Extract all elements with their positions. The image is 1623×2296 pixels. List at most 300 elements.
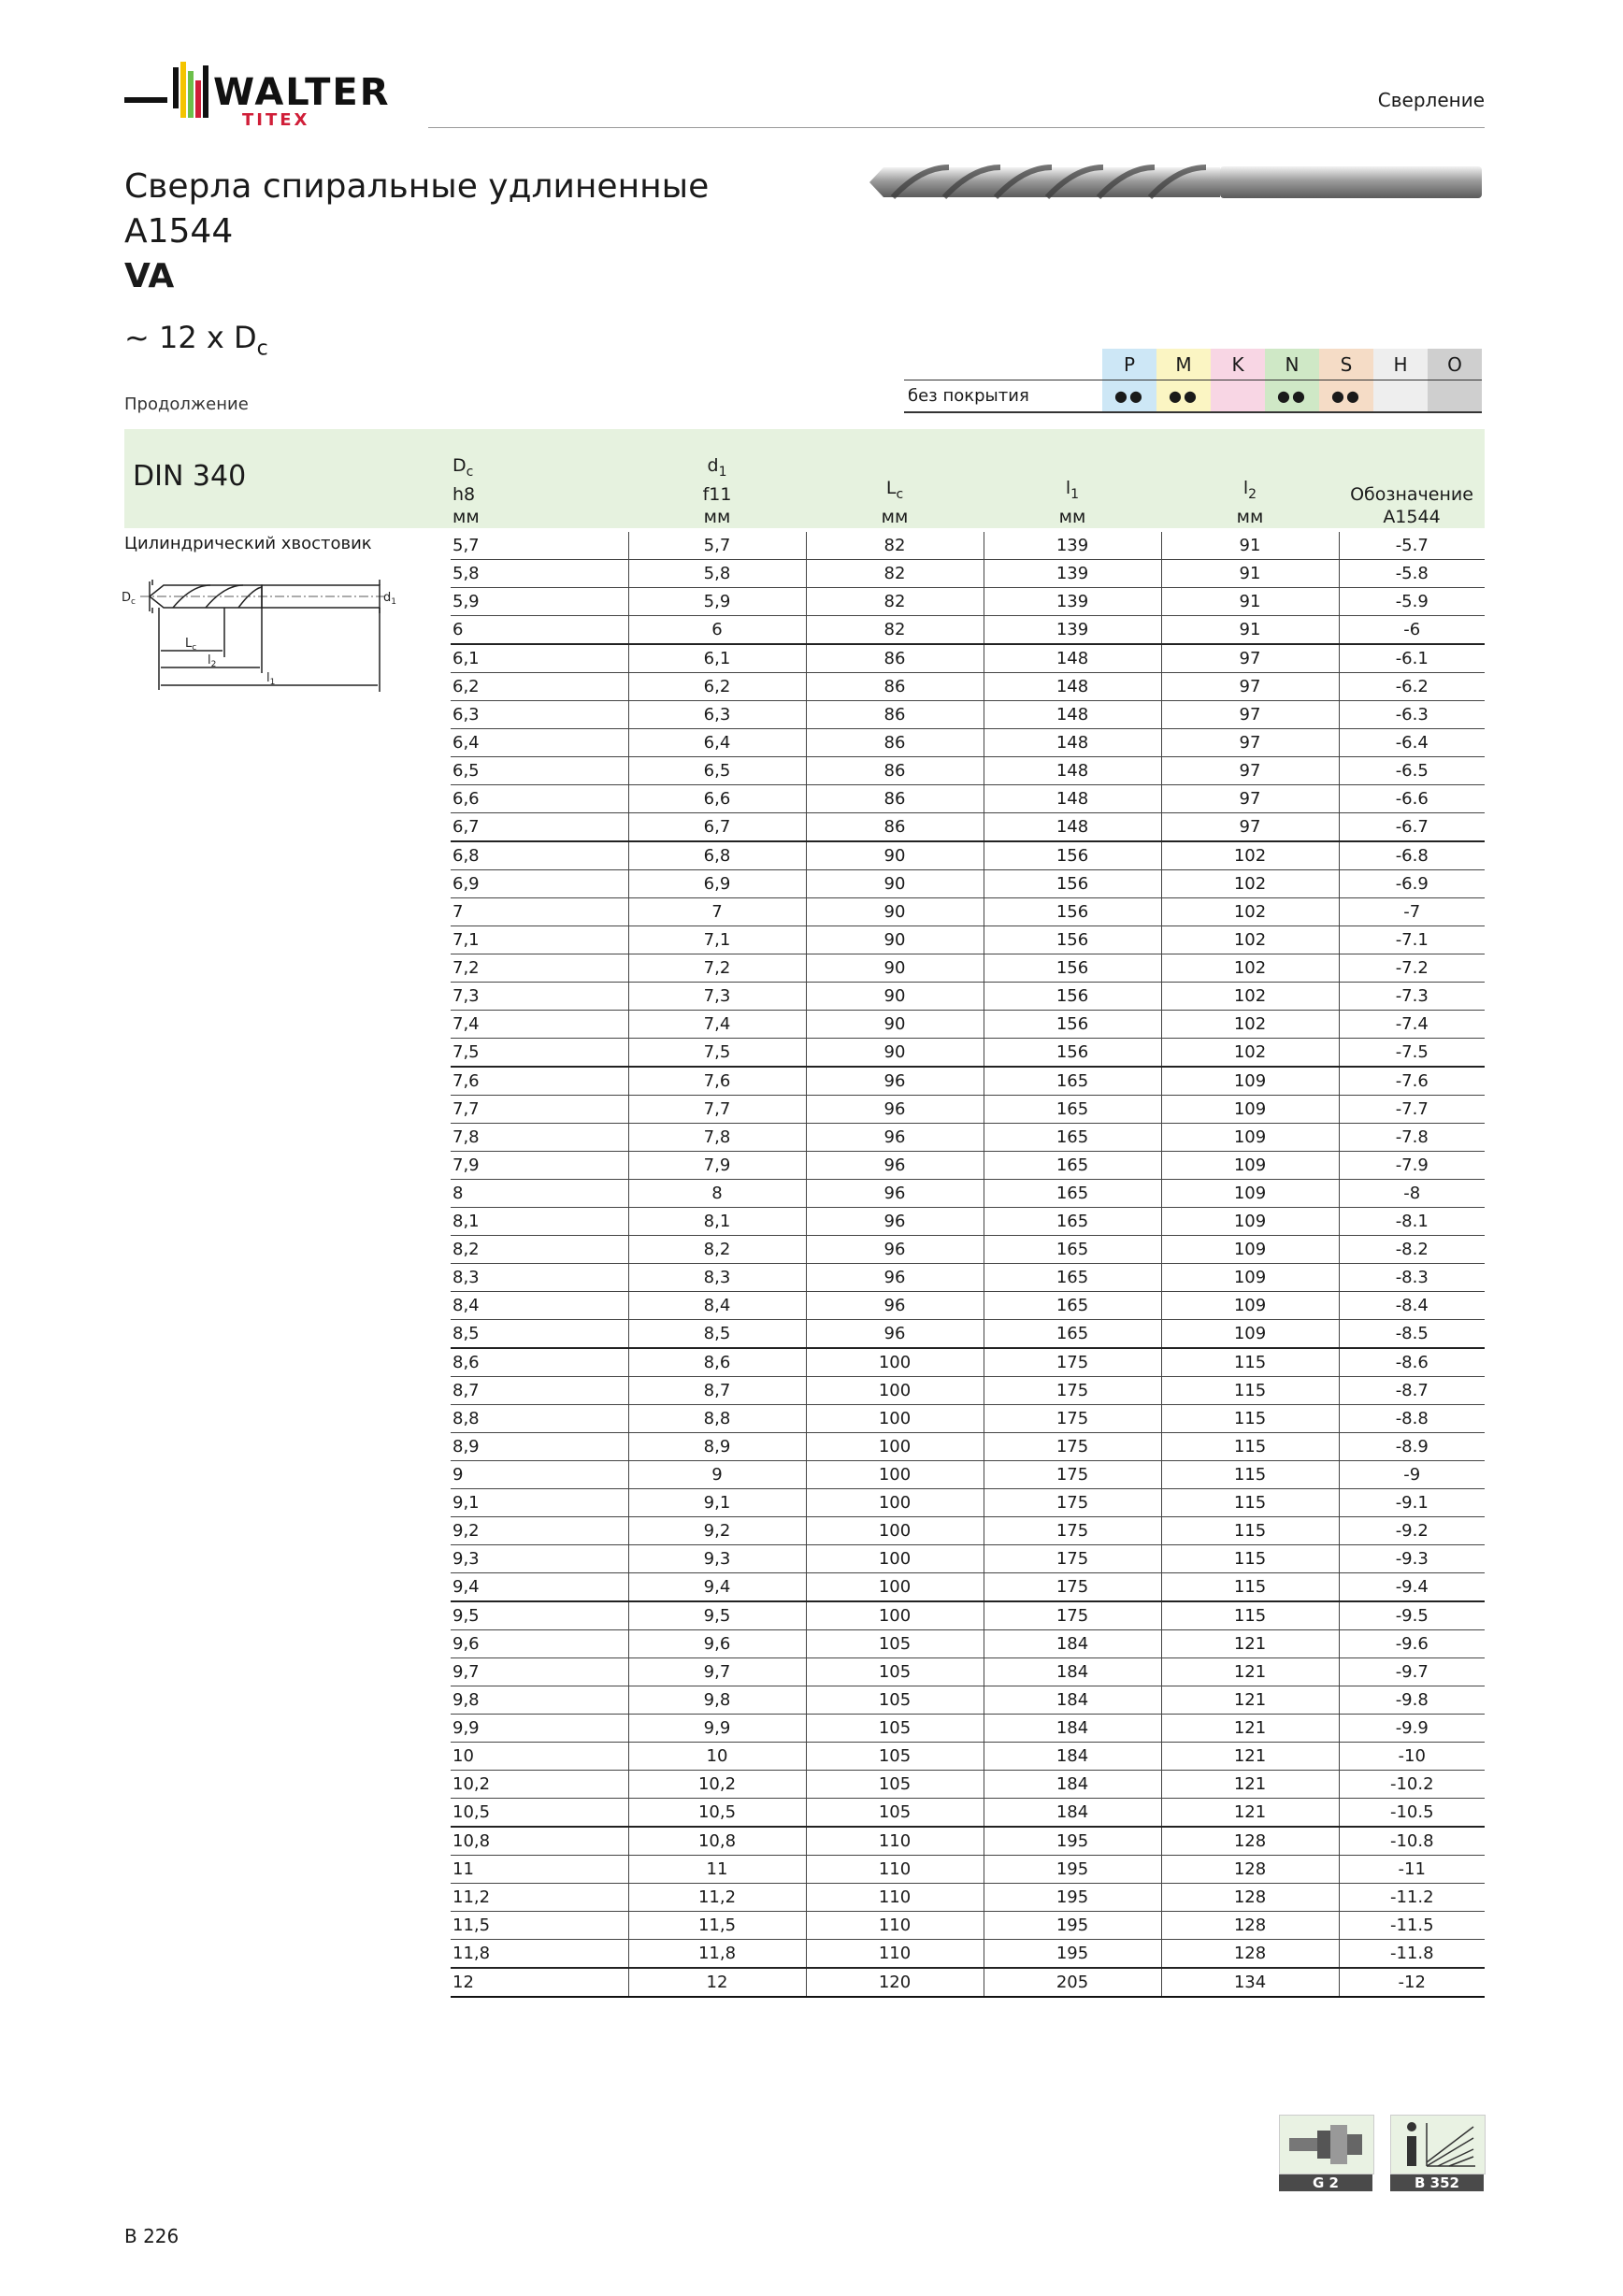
table-row (451, 644, 1485, 673)
cell-l1: 139 (984, 616, 1161, 645)
cell-l1: 148 (984, 813, 1161, 842)
cell-l1: 165 (984, 1124, 1161, 1152)
cell-lc: 90 (806, 898, 984, 926)
page-number: B 226 (124, 2225, 180, 2247)
cell-d1: 10,2 (628, 1771, 806, 1799)
cell-dc: 10,2 (451, 1771, 628, 1799)
cell-d1: 12 (628, 1968, 806, 1997)
cell-designation: -9.2 (1339, 1517, 1485, 1545)
cell-l2: 109 (1161, 1264, 1339, 1292)
cell-dc: 8,6 (451, 1348, 628, 1377)
table-row (451, 757, 1485, 785)
cell-lc: 110 (806, 1856, 984, 1884)
suitability-o (1428, 380, 1482, 413)
cell-dc: 8,4 (451, 1292, 628, 1320)
cell-l2: 115 (1161, 1517, 1339, 1545)
cell-lc: 90 (806, 954, 984, 983)
cell-d1: 8,6 (628, 1348, 806, 1377)
cell-designation: -10.8 (1339, 1827, 1485, 1856)
material-o: O (1428, 349, 1482, 380)
cell-d1: 6,8 (628, 841, 806, 870)
svg-text:Lc: $L_c$ (185, 637, 197, 653)
cell-designation: -6.8 (1339, 841, 1485, 870)
page-title (124, 165, 709, 299)
cell-l2: 109 (1161, 1320, 1339, 1349)
cell-d1: 5,8 (628, 560, 806, 588)
cell-dc: 7,7 (451, 1096, 628, 1124)
cell-designation: -6 (1339, 616, 1485, 645)
cell-dc: 8 (451, 1180, 628, 1208)
table-row (451, 673, 1485, 701)
title-line-1: Сверла спиральные удлиненные (124, 167, 710, 206)
cell-l2: 128 (1161, 1940, 1339, 1969)
cell-lc: 120 (806, 1968, 984, 1997)
toolholder-link[interactable] (1279, 2115, 1374, 2191)
cell-lc: 105 (806, 1771, 984, 1799)
col-designation: Обозначение A1544 (1350, 484, 1473, 527)
cell-lc: 110 (806, 1884, 984, 1912)
cell-dc: 6,9 (451, 870, 628, 898)
table-row (451, 729, 1485, 757)
cell-l1: 148 (984, 701, 1161, 729)
cell-l1: 184 (984, 1715, 1161, 1743)
cell-lc: 86 (806, 813, 984, 842)
cell-d1: 7,8 (628, 1124, 806, 1152)
cell-l1: 184 (984, 1799, 1161, 1828)
material-n: N (1265, 349, 1319, 380)
cell-dc: 7,5 (451, 1039, 628, 1068)
cell-lc: 90 (806, 841, 984, 870)
cell-l1: 184 (984, 1658, 1161, 1686)
table-row (451, 1771, 1485, 1799)
cell-d1: 9,9 (628, 1715, 806, 1743)
cell-l1: 184 (984, 1771, 1161, 1799)
cell-dc: 6,3 (451, 701, 628, 729)
cell-l1: 156 (984, 1039, 1161, 1068)
cell-designation: -7.7 (1339, 1096, 1485, 1124)
cell-lc: 100 (806, 1405, 984, 1433)
table-row (451, 1658, 1485, 1686)
cell-d1: 10 (628, 1743, 806, 1771)
table-row (451, 926, 1485, 954)
cell-dc: 5,9 (451, 588, 628, 616)
cell-l1: 175 (984, 1348, 1161, 1377)
table-header-row (451, 429, 1485, 532)
suitability-n: ●● (1265, 380, 1319, 413)
cell-lc: 82 (806, 588, 984, 616)
length-ratio (124, 320, 268, 360)
cell-dc: 11,2 (451, 1884, 628, 1912)
cell-lc: 100 (806, 1573, 984, 1602)
cell-l2: 115 (1161, 1433, 1339, 1461)
table-row (451, 841, 1485, 870)
cell-designation: -5.9 (1339, 588, 1485, 616)
table-row (451, 1884, 1485, 1912)
continued-label: Продолжение (124, 395, 249, 414)
cell-d1: 7,4 (628, 1011, 806, 1039)
cell-lc: 86 (806, 729, 984, 757)
cell-l1: 175 (984, 1377, 1161, 1405)
cell-l1: 156 (984, 898, 1161, 926)
cell-d1: 5,9 (628, 588, 806, 616)
cell-l1: 195 (984, 1940, 1161, 1969)
walter-titex-logo (124, 58, 405, 133)
cell-dc: 7,4 (451, 1011, 628, 1039)
cell-d1: 9,2 (628, 1517, 806, 1545)
cell-lc: 100 (806, 1545, 984, 1573)
cell-l1: 156 (984, 841, 1161, 870)
cell-l2: 121 (1161, 1771, 1339, 1799)
cell-designation: -6.2 (1339, 673, 1485, 701)
cell-lc: 110 (806, 1912, 984, 1940)
cell-l2: 134 (1161, 1968, 1339, 1997)
cell-lc: 105 (806, 1630, 984, 1658)
cell-dc: 7,3 (451, 983, 628, 1011)
table-row (451, 1630, 1485, 1658)
cell-lc: 90 (806, 983, 984, 1011)
cell-lc: 82 (806, 532, 984, 560)
table-row (451, 785, 1485, 813)
cell-l2: 91 (1161, 560, 1339, 588)
ratio-prefix: ~ 12 x D (124, 320, 257, 355)
cell-l1: 175 (984, 1405, 1161, 1433)
cell-designation: -12 (1339, 1968, 1485, 1997)
drill-schematic (122, 578, 402, 704)
cell-d1: 6,2 (628, 673, 806, 701)
table-row (451, 954, 1485, 983)
cell-lc: 96 (806, 1152, 984, 1180)
cell-l1: 195 (984, 1884, 1161, 1912)
cell-l1: 195 (984, 1827, 1161, 1856)
cell-designation: -9.5 (1339, 1601, 1485, 1630)
cell-lc: 86 (806, 701, 984, 729)
cell-d1: 9,3 (628, 1545, 806, 1573)
cell-d1: 9,1 (628, 1489, 806, 1517)
cell-designation: -7.2 (1339, 954, 1485, 983)
cell-l2: 115 (1161, 1377, 1339, 1405)
cell-d1: 8,9 (628, 1433, 806, 1461)
cell-l2: 109 (1161, 1180, 1339, 1208)
table-row (451, 1461, 1485, 1489)
cell-lc: 90 (806, 1011, 984, 1039)
cell-l2: 121 (1161, 1630, 1339, 1658)
cell-d1: 11,8 (628, 1940, 806, 1969)
cell-designation: -8 (1339, 1180, 1485, 1208)
svg-text:d1: $d_1$ (383, 591, 396, 607)
cell-l2: 97 (1161, 757, 1339, 785)
cell-designation: -7.4 (1339, 1011, 1485, 1039)
cell-d1: 8,3 (628, 1264, 806, 1292)
cell-l2: 109 (1161, 1236, 1339, 1264)
cell-l2: 97 (1161, 644, 1339, 673)
cell-d1: 9 (628, 1461, 806, 1489)
cell-l1: 165 (984, 1096, 1161, 1124)
cell-d1: 8,8 (628, 1405, 806, 1433)
cell-l2: 109 (1161, 1124, 1339, 1152)
table-row (451, 1348, 1485, 1377)
cell-d1: 6,7 (628, 813, 806, 842)
cell-lc: 96 (806, 1067, 984, 1096)
standard-label: DIN 340 (133, 460, 247, 493)
suitability-h (1373, 380, 1428, 413)
cell-dc: 6,4 (451, 729, 628, 757)
cell-dc: 7,1 (451, 926, 628, 954)
cell-d1: 7,1 (628, 926, 806, 954)
cell-d1: 8,4 (628, 1292, 806, 1320)
cell-dc: 8,8 (451, 1405, 628, 1433)
shank-label: Цилиндрический хвостовик (124, 534, 372, 553)
material-grid (904, 349, 1482, 413)
cell-d1: 7,7 (628, 1096, 806, 1124)
svg-text:Dc: $D_c$ (122, 591, 136, 607)
brand-sub: TITEX (242, 110, 310, 130)
cell-l2: 102 (1161, 983, 1339, 1011)
cell-dc: 9,3 (451, 1545, 628, 1573)
cell-l1: 165 (984, 1180, 1161, 1208)
cell-l1: 148 (984, 673, 1161, 701)
section-label: Сверление (1377, 89, 1485, 111)
cell-d1: 6,6 (628, 785, 806, 813)
cell-lc: 82 (806, 560, 984, 588)
cell-d1: 7,9 (628, 1152, 806, 1180)
cell-l2: 121 (1161, 1799, 1339, 1828)
cell-dc: 6,7 (451, 813, 628, 842)
cell-dc: 11 (451, 1856, 628, 1884)
cell-designation: -11 (1339, 1856, 1485, 1884)
cell-l2: 97 (1161, 785, 1339, 813)
cell-l1: 156 (984, 1011, 1161, 1039)
cell-designation: -6.1 (1339, 644, 1485, 673)
cell-lc: 100 (806, 1489, 984, 1517)
header-rule (428, 127, 1485, 128)
cell-l1: 156 (984, 870, 1161, 898)
cell-dc: 11,5 (451, 1912, 628, 1940)
table-row (451, 1180, 1485, 1208)
table-row (451, 870, 1485, 898)
cell-designation: -6.4 (1339, 729, 1485, 757)
cell-designation: -6.5 (1339, 757, 1485, 785)
cell-dc: 10 (451, 1743, 628, 1771)
cell-l1: 156 (984, 926, 1161, 954)
cell-designation: -8.9 (1339, 1433, 1485, 1461)
cell-designation: -7.8 (1339, 1124, 1485, 1152)
table-row (451, 588, 1485, 616)
cell-dc: 9,1 (451, 1489, 628, 1517)
cell-d1: 9,5 (628, 1601, 806, 1630)
cell-dc: 9,8 (451, 1686, 628, 1715)
cell-l2: 121 (1161, 1686, 1339, 1715)
cell-lc: 96 (806, 1096, 984, 1124)
col-dc: $D_c$ h8 мм (452, 455, 480, 527)
cell-d1: 5,7 (628, 532, 806, 560)
cell-l1: 175 (984, 1489, 1161, 1517)
cell-dc: 6,8 (451, 841, 628, 870)
table-row (451, 1236, 1485, 1264)
brand-name: WALTER (213, 71, 391, 114)
cell-d1: 7,6 (628, 1067, 806, 1096)
cell-l2: 97 (1161, 729, 1339, 757)
table-row (451, 898, 1485, 926)
table-row (451, 1320, 1485, 1349)
cell-designation: -6.7 (1339, 813, 1485, 842)
col-d1: $d_1$ f11 мм (702, 455, 732, 527)
cell-dc: 9,9 (451, 1715, 628, 1743)
table-row (451, 1124, 1485, 1152)
cell-designation: -6.3 (1339, 701, 1485, 729)
cell-l1: 175 (984, 1433, 1161, 1461)
cell-l2: 102 (1161, 926, 1339, 954)
cell-dc: 7,8 (451, 1124, 628, 1152)
cell-l1: 148 (984, 785, 1161, 813)
cell-l2: 102 (1161, 954, 1339, 983)
cell-l2: 109 (1161, 1208, 1339, 1236)
cell-designation: -5.7 (1339, 532, 1485, 560)
table-row (451, 1011, 1485, 1039)
cell-d1: 6,3 (628, 701, 806, 729)
table-row (451, 1152, 1485, 1180)
cell-l2: 97 (1161, 701, 1339, 729)
cell-l2: 128 (1161, 1856, 1339, 1884)
cell-d1: 8,2 (628, 1236, 806, 1264)
cell-designation: -7.1 (1339, 926, 1485, 954)
cell-designation: -9.7 (1339, 1658, 1485, 1686)
cell-l1: 139 (984, 588, 1161, 616)
cell-d1: 6,5 (628, 757, 806, 785)
drill-spec-table (451, 429, 1485, 1998)
cell-lc: 110 (806, 1827, 984, 1856)
cell-designation: -11.2 (1339, 1884, 1485, 1912)
cell-l2: 91 (1161, 616, 1339, 645)
table-row (451, 1545, 1485, 1573)
cell-l1: 148 (984, 644, 1161, 673)
title-line-2: A1544 (124, 212, 234, 251)
cell-l2: 115 (1161, 1461, 1339, 1489)
table-row (451, 1601, 1485, 1630)
col-lc: $L_c$ мм (881, 478, 909, 527)
toolholder-icon (1279, 2115, 1374, 2174)
info-chart-link[interactable] (1390, 2115, 1486, 2191)
cell-designation: -8.7 (1339, 1377, 1485, 1405)
cell-l2: 109 (1161, 1096, 1339, 1124)
cell-lc: 105 (806, 1799, 984, 1828)
cell-lc: 96 (806, 1320, 984, 1349)
cell-l2: 109 (1161, 1152, 1339, 1180)
drill-photo (865, 154, 1485, 210)
cell-d1: 6,9 (628, 870, 806, 898)
cell-d1: 9,7 (628, 1658, 806, 1686)
cell-l2: 115 (1161, 1348, 1339, 1377)
cell-designation: -5.8 (1339, 560, 1485, 588)
cell-lc: 110 (806, 1940, 984, 1969)
table-row (451, 1940, 1485, 1969)
toolholder-caption: G 2 (1279, 2174, 1372, 2191)
cell-lc: 96 (806, 1124, 984, 1152)
cell-l2: 115 (1161, 1545, 1339, 1573)
cell-dc: 8,7 (451, 1377, 628, 1405)
cell-d1: 8 (628, 1180, 806, 1208)
cell-l2: 128 (1161, 1827, 1339, 1856)
table-row (451, 1292, 1485, 1320)
cell-designation: -11.8 (1339, 1940, 1485, 1969)
cell-l1: 195 (984, 1856, 1161, 1884)
cell-l2: 115 (1161, 1601, 1339, 1630)
cell-dc: 10,5 (451, 1799, 628, 1828)
cell-lc: 96 (806, 1264, 984, 1292)
cell-l1: 165 (984, 1236, 1161, 1264)
cell-l1: 139 (984, 560, 1161, 588)
cell-d1: 6,4 (628, 729, 806, 757)
cell-lc: 100 (806, 1433, 984, 1461)
cell-dc: 8,2 (451, 1236, 628, 1264)
cell-l2: 109 (1161, 1067, 1339, 1096)
cell-l1: 195 (984, 1912, 1161, 1940)
cell-l2: 91 (1161, 532, 1339, 560)
table-row (451, 983, 1485, 1011)
cell-l2: 102 (1161, 1039, 1339, 1068)
cell-lc: 105 (806, 1658, 984, 1686)
cell-dc: 8,5 (451, 1320, 628, 1349)
table-row (451, 701, 1485, 729)
cell-l1: 165 (984, 1292, 1161, 1320)
cell-designation: -9.9 (1339, 1715, 1485, 1743)
cell-l1: 175 (984, 1461, 1161, 1489)
cell-lc: 105 (806, 1715, 984, 1743)
cell-designation: -8.2 (1339, 1236, 1485, 1264)
cell-designation: -8.5 (1339, 1320, 1485, 1349)
cell-designation: -10.5 (1339, 1799, 1485, 1828)
cell-dc: 9,6 (451, 1630, 628, 1658)
table-row (451, 1039, 1485, 1068)
material-p: P (1102, 349, 1156, 380)
cell-designation: -8.3 (1339, 1264, 1485, 1292)
cell-designation: -9.1 (1339, 1489, 1485, 1517)
cell-designation: -7.5 (1339, 1039, 1485, 1068)
table-row (451, 1264, 1485, 1292)
cell-dc: 9,2 (451, 1517, 628, 1545)
cell-designation: -9.6 (1339, 1630, 1485, 1658)
cell-dc: 12 (451, 1968, 628, 1997)
cell-designation: -9.3 (1339, 1545, 1485, 1573)
cell-dc: 6,6 (451, 785, 628, 813)
cell-designation: -7.9 (1339, 1152, 1485, 1180)
cell-d1: 11 (628, 1856, 806, 1884)
cell-lc: 100 (806, 1601, 984, 1630)
table-row (451, 813, 1485, 842)
table-row (451, 1856, 1485, 1884)
cell-l2: 115 (1161, 1405, 1339, 1433)
cell-l2: 102 (1161, 841, 1339, 870)
col-l1: $l_1$ мм (1058, 478, 1086, 527)
cell-dc: 8,3 (451, 1264, 628, 1292)
cell-lc: 90 (806, 870, 984, 898)
table-row (451, 1743, 1485, 1771)
cell-l1: 184 (984, 1743, 1161, 1771)
cell-d1: 6,1 (628, 644, 806, 673)
cell-dc: 5,7 (451, 532, 628, 560)
table-row (451, 1912, 1485, 1940)
cell-l1: 175 (984, 1601, 1161, 1630)
cell-l2: 102 (1161, 870, 1339, 898)
cell-designation: -8.6 (1339, 1348, 1485, 1377)
cell-lc: 86 (806, 757, 984, 785)
material-k: K (1211, 349, 1265, 380)
cell-designation: -8.1 (1339, 1208, 1485, 1236)
cell-lc: 100 (806, 1461, 984, 1489)
col-l2: $l_2$ мм (1236, 478, 1264, 527)
cell-l2: 128 (1161, 1884, 1339, 1912)
title-line-3: VA (124, 257, 175, 295)
cell-l1: 165 (984, 1264, 1161, 1292)
